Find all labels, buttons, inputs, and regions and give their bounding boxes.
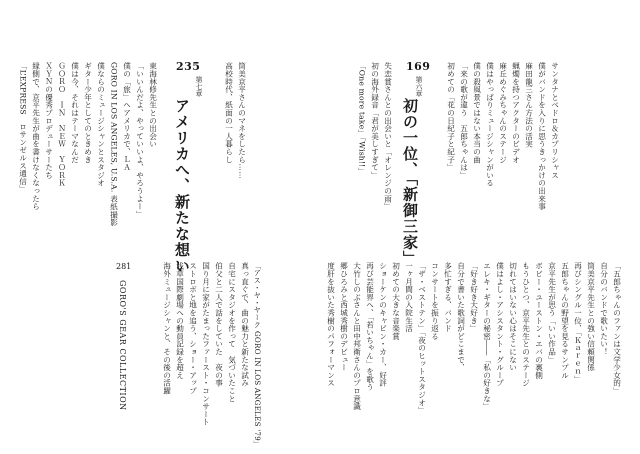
toc-line: 僕はやっぱりミュージシャンがいる [485,62,495,187]
toc-line: 真っ直ぐで、曲の魅力と新たな試み [240,262,250,387]
toc-line: 五郎ちゃんの野望を見るサンプル [560,262,570,379]
toc-line: 伯父と二人で話をしていた 夜の事 [214,262,224,387]
toc-line: 東海林修先生との出会い [148,62,158,148]
toc-line: 「五郎ちゃんのファンは文学少女的」 [612,262,622,395]
toc-line: 「いいんだよ、やっていいよ、やろうよー」 [135,62,145,218]
toc-line: もうひとつ、京平先生とのステージ [521,262,531,387]
toc-line: ＸＹＮの優秀プロデューサーたち [44,62,54,179]
chapter-7-page-number: 235 [176,60,201,73]
chapter-7-label: 第七章 [195,76,203,97]
chapter-6-title[interactable]: 初の一位、「新御三家」 [401,98,419,267]
toc-line: サンタナとベドロ＆カプリシャス [550,62,560,179]
toc-line: ストロボと地を追う、ショー・アップ [188,262,198,395]
toc-line: 自分で書いた歌詞がどこまで、 [456,262,466,372]
toc-line: 僕ならのミュージシャンとスタジオ [96,62,106,187]
toc-line: 筒美京平さんのマネをしたら…… [237,62,247,179]
chapter-7-title[interactable]: アメリカへ、新たな想い [173,98,191,274]
page-number: 281 [116,262,132,271]
toc-line: 筒美京平先生との強い信頼関係 [586,262,596,372]
toc-line: 麻田龍三さん方法の活実 [524,62,534,148]
toc-line: 僕の「旅」ヘアメリカで、ＬＡ [122,62,132,172]
chapter-6-label: 第六章 [415,76,423,97]
toc-line: ボビー・ユーストン・エバの裏側 [534,262,544,379]
toc-line: 麻丘めぐみちゃんのステージ [498,62,508,164]
toc-line: 「L’EXPRESS ロサンゼルス通信」 [18,62,28,193]
toc-line: コンサートを振り返る [430,262,440,340]
toc-line: 切れてはいない心はそこにない [508,262,518,372]
toc-line: 蝋燭を持つアクターのビデオ [511,62,521,164]
toc-line: 国り月に家がたまったファースト・コンサート [201,262,211,426]
toc-line: 僕は今、それはテーマなんだ [70,62,80,164]
toc-line: 「ザ・ベストテン」「夜のヒットスタジオ」 [417,262,427,415]
toc-line: ギター少年としてのときめき [83,62,93,164]
toc-line: 初めての大きな音楽賞 [391,262,401,340]
toc-line: 海外ミュージシャンと、その後の活躍 [162,262,172,395]
toc-line: ＧＯＲＯ ＩＮ ＮＥＷ ＹＯＲＫ [57,62,67,187]
toc-line: 「来の歌が違う 五郎ちゃんは」 [459,62,469,179]
toc-line: 大竹しのぶさんと田中邦衛さんのプロ意識 [352,262,362,411]
running-head: GORO'S GEAR COLLECTION [118,280,127,411]
toc-line: 僕の殺風景ではない本当の曲 [472,62,482,164]
toc-line: ショーケンのキャビン・カー、好評 [378,262,388,387]
toc-line: 「One more take」「Wish!!」 [357,62,367,176]
toc-line: 高校時代、紙面の一人暮らし [224,62,234,164]
toc-line: 失恋賞さんとの出会いと「オレンジの雨」 [383,62,393,211]
toc-line: 僕はよし・アシスタント・グループ [495,262,505,387]
toc-line: 一ヶ月間の入院生活 [404,262,414,333]
toc-line: 再び芸能界へ、「若いちゃん」を歌う [365,262,375,391]
toc-line: 僕がバンドを入りに思うきっかけの出来事 [537,62,547,211]
toc-line: GORO IN LOS ANGELES, U.S.A. 表紙撮影 [109,62,119,227]
toc-line: 度肝を抜いた秀樹のパフォーマンス [326,262,336,387]
toc-line: エレキ・ギターの秘密――「私の好きな」 [482,262,492,411]
toc-line: 「好き好き大好き」 [469,262,479,333]
toc-line: 自分のバンドで歌いたい！ [599,262,609,356]
toc-line: 再びシングル一位、「Ｋａｒｅｎ」 [573,262,583,383]
toc-line: 郷ひろみと西城秀樹のデビュー [339,262,349,372]
toc-line: 自宅にスタジオを作って 気づいたこと [227,262,237,403]
toc-line: 多忙すぎる、バンド [443,262,453,333]
toc-line: 浅草国際劇場への動員記録を超え [175,262,185,379]
toc-line: 「アス・ヤ・ヤーク GORO IN LOS ANGELES '79」 [253,262,263,449]
toc-line: 初めての「花の日紀子と紀子」 [446,62,456,172]
toc-line: 初の海外録音「君が美しすぎて」 [370,62,380,179]
toc-line: 縁側で、京平先生が曲を書けなくなったら [31,62,41,211]
chapter-6-page-number: 169 [406,60,431,73]
toc-line: 京平先生が思う「いい作品」 [547,262,557,364]
